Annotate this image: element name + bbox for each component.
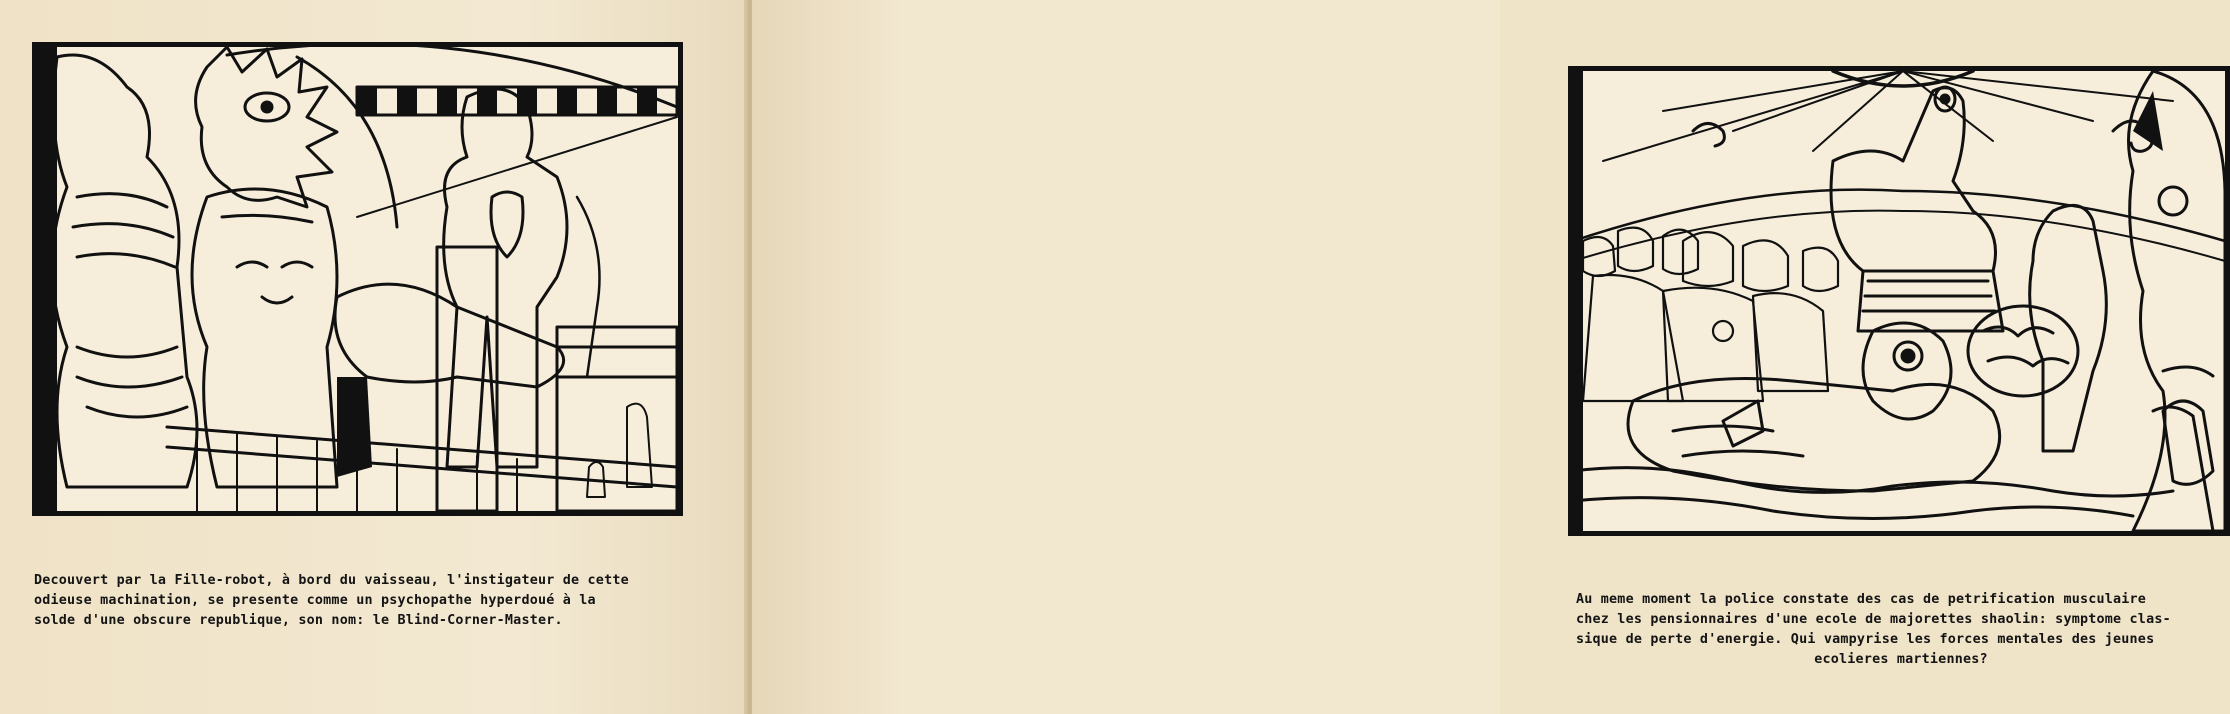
caption-line: solde d'une obscure republique, son nom: le Blind-Corner-Master. [34, 613, 563, 628]
comic-panel-left [32, 42, 683, 516]
caption-line: ecolieres martiennes? [1814, 652, 1988, 667]
panel-illustration-left [37, 47, 678, 511]
panel-illustration-right [1573, 71, 2225, 531]
comic-panel-right [1568, 66, 2230, 536]
caption-left [34, 571, 694, 631]
left-page [0, 0, 748, 714]
caption-line: sique de perte d'energie. Qui vampyrise les forces mentales des jeunes [1576, 632, 2155, 647]
caption-line: Au meme moment la police constate des cas de petrification musculaire [1576, 592, 2147, 607]
caption-right [1576, 590, 2226, 670]
caption-line: Decouvert par la Fille-robot, à bord du vaisseau, l'instigateur de cette [34, 573, 629, 588]
caption-line: odieuse machination, se presente comme un psychopathe hyperdoué à la [34, 593, 596, 608]
caption-line: chez les pensionnaires d'une ecole de majorettes shaolin: symptome clas- [1576, 612, 2171, 627]
right-page [752, 0, 2171, 714]
